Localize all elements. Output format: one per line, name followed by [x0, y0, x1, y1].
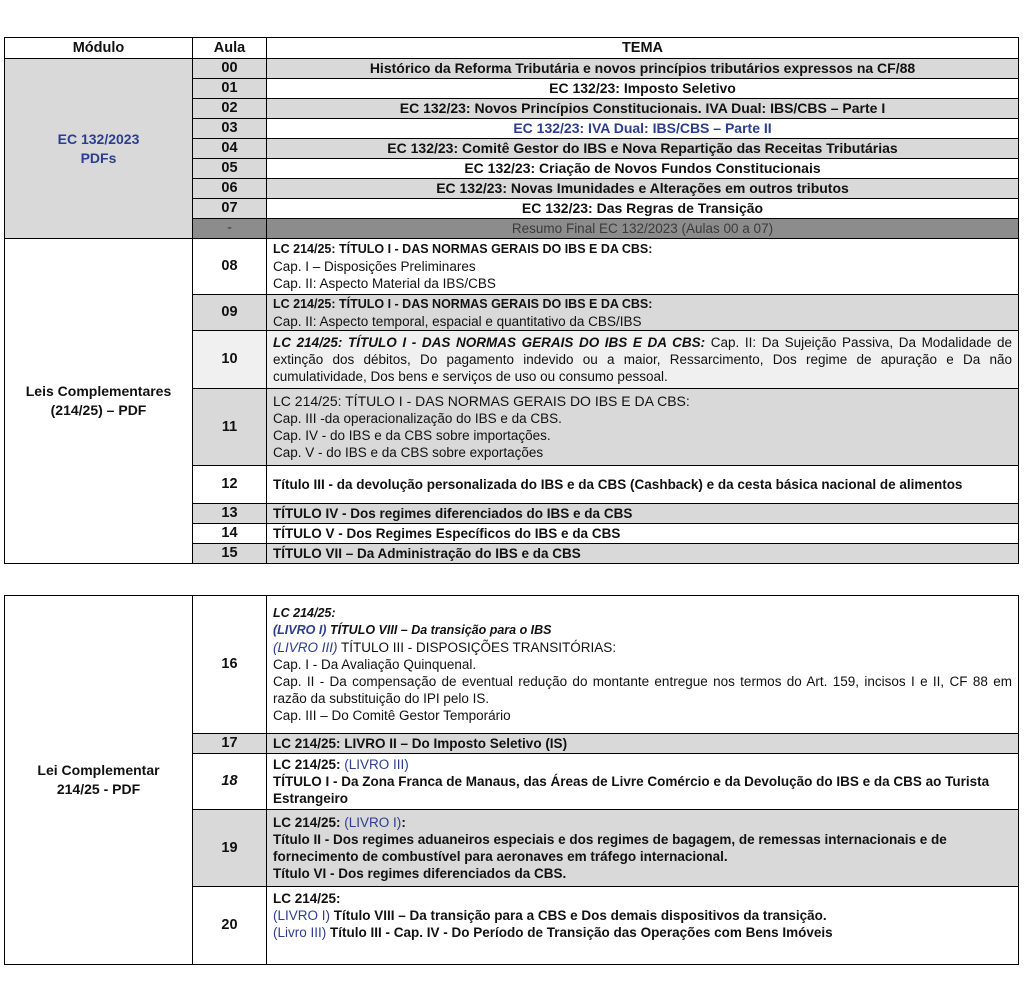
- schedule-table-1: [4, 37, 1019, 564]
- tema-cell: LC 214/25: (LIVRO I): Título II - Dos regimes aduaneiros especiais e dos regimes de bagagem, de remessas internacionais e de fornecimento de combustível para aeronaves em tráfego internacional. Título VI - Dos regimes diferenciados da CBS.: [267, 810, 1019, 887]
- aula-cell: 01: [193, 79, 267, 99]
- tema-cell: LC 214/25: TÍTULO I - DAS NORMAS GERAIS DO IBS E DA CBS: Cap. II: Aspecto temporal, espacial e quantitativo da CBS/IBS: [267, 295, 1019, 331]
- module-ec-132: EC 132/2023 PDFs: [5, 59, 193, 239]
- tema-cell: LC 214/25: TÍTULO I - DAS NORMAS GERAIS DO IBS E DA CBS: Cap. I – Disposições Preliminares Cap. II: Aspecto Material da IBS/CBS: [267, 239, 1019, 295]
- tema-cell: LC 214/25: (LIVRO III) TÍTULO I - Da Zona Franca de Manaus, das Áreas de Livre Comércio e da Devolução do IBS e da CBS ao Turista Estrangeiro: [267, 754, 1019, 810]
- aula-cell: 02: [193, 99, 267, 119]
- aula-cell: 17: [193, 734, 267, 754]
- aula-cell: 19: [193, 810, 267, 887]
- header-tema: TEMA: [267, 38, 1019, 59]
- schedule-table-2: [4, 595, 1019, 965]
- tema-cell: EC 132/23: Das Regras de Transição: [267, 199, 1019, 219]
- tema-cell: Histórico da Reforma Tributária e novos princípios tributários expressos na CF/88: [267, 59, 1019, 79]
- aula-cell: 16: [193, 596, 267, 734]
- aula-cell: 15: [193, 544, 267, 564]
- tema-cell: Título III - da devolução personalizada do IBS e da CBS (Cashback) e da cesta básica nacional de alimentos: [267, 466, 1019, 504]
- aula-cell: 13: [193, 504, 267, 524]
- aula-cell: 20: [193, 887, 267, 965]
- aula-cell: 11: [193, 389, 267, 466]
- aula-cell: 05: [193, 159, 267, 179]
- aula-cell: 14: [193, 524, 267, 544]
- module-leis-complementares: Leis Complementares (214/25) – PDF: [5, 239, 193, 564]
- tema-cell: EC 132/23: Imposto Seletivo: [267, 79, 1019, 99]
- tema-cell: LC 214/25: TÍTULO I - DAS NORMAS GERAIS DO IBS E DA CBS: Cap. II: Da Sujeição Passiva, Da Modalidade de extinção dos débitos, Do pagamento indevido ou a maior, Ressarcimento, Dos regime de apuração e Da não cumulatividade, Dos bens e serviços de uso ou consumo pessoal.: [267, 331, 1019, 389]
- tema-cell: LC 214/25: (LIVRO I) TÍTULO VIII – Da transição para o IBS (LIVRO III) TÍTULO III - DISPOSIÇÕES TRANSITÓRIAS: Cap. I - Da Avaliação Quinquenal. Cap. II - Da compensação de eventual redução do montante entregue nos termos do Art. 159, incisos I e II, CF 88 em razão da substituição do IPI pelo IS. Cap. III – Do Comitê Gestor Temporário: [267, 596, 1019, 734]
- aula-cell: 08: [193, 239, 267, 295]
- tema-cell: EC 132/23: IVA Dual: IBS/CBS – Parte II: [267, 119, 1019, 139]
- table-row: [5, 596, 1019, 734]
- tema-cell: EC 132/23: Comitê Gestor do IBS e Nova Repartição das Receitas Tributárias: [267, 139, 1019, 159]
- module-lei-complementar: Lei Complementar 214/25 - PDF: [5, 596, 193, 965]
- tema-cell: EC 132/23: Criação de Novos Fundos Constitucionais: [267, 159, 1019, 179]
- aula-cell: 12: [193, 466, 267, 504]
- tema-cell: Resumo Final EC 132/2023 (Aulas 00 a 07): [267, 219, 1019, 239]
- aula-cell: 06: [193, 179, 267, 199]
- aula-cell: 07: [193, 199, 267, 219]
- aula-cell: -: [193, 219, 267, 239]
- tema-cell: LC 214/25: LIVRO II – Do Imposto Seletivo (IS): [267, 734, 1019, 754]
- aula-cell: 00: [193, 59, 267, 79]
- table-row: [5, 59, 1019, 79]
- header-modulo: Módulo: [5, 38, 193, 59]
- aula-cell: 18: [193, 754, 267, 810]
- tema-cell: EC 132/23: Novas Imunidades e Alterações em outros tributos: [267, 179, 1019, 199]
- aula-cell: 04: [193, 139, 267, 159]
- aula-cell: 09: [193, 295, 267, 331]
- tema-cell: TÍTULO V - Dos Regimes Específicos do IBS e da CBS: [267, 524, 1019, 544]
- tema-cell: LC 214/25: (LIVRO I) Título VIII – Da transição para a CBS e Dos demais dispositivos da transição. (Livro III) Título III - Cap. IV - Do Período de Transição das Operações com Bens Imóveis: [267, 887, 1019, 965]
- aula-cell: 10: [193, 331, 267, 389]
- tema-cell: TÍTULO IV - Dos regimes diferenciados do IBS e da CBS: [267, 504, 1019, 524]
- table-header-row: [5, 38, 1019, 59]
- aula-cell: 03: [193, 119, 267, 139]
- header-aula: Aula: [193, 38, 267, 59]
- tema-cell: TÍTULO VII – Da Administração do IBS e da CBS: [267, 544, 1019, 564]
- tema-cell: LC 214/25: TÍTULO I - DAS NORMAS GERAIS DO IBS E DA CBS: Cap. III -da operacionalização do IBS e da CBS. Cap. IV - do IBS e da CBS sobre importações. Cap. V - do IBS e da CBS sobre exportações: [267, 389, 1019, 466]
- tema-cell: EC 132/23: Novos Princípios Constitucionais. IVA Dual: IBS/CBS – Parte I: [267, 99, 1019, 119]
- table-row: [5, 239, 1019, 295]
